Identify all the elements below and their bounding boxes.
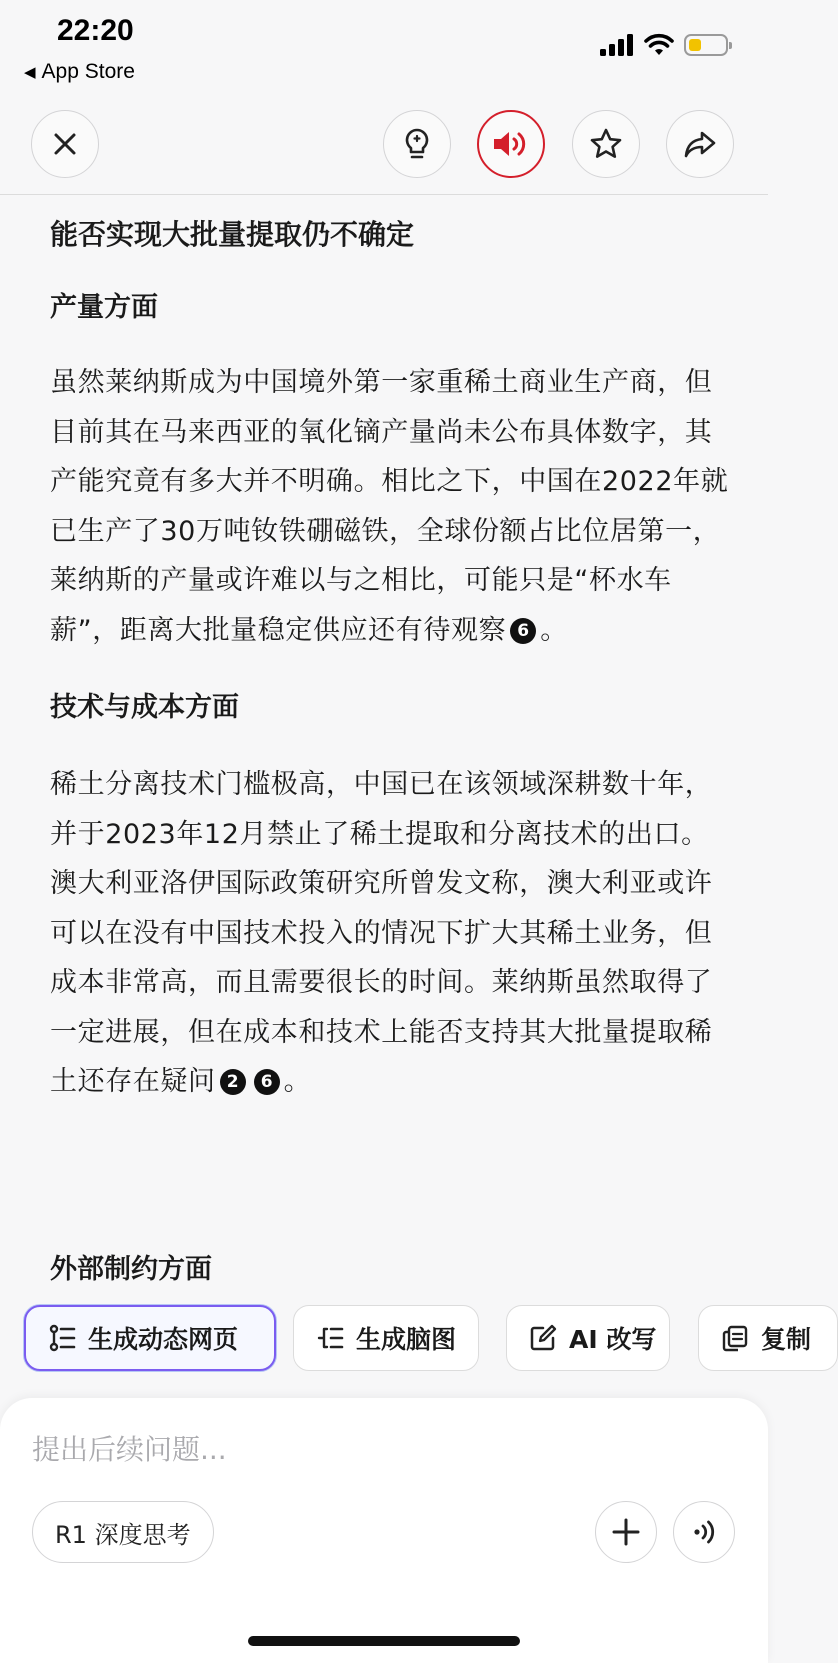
close-icon xyxy=(52,131,78,157)
deep-think-toggle[interactable] xyxy=(32,1501,214,1563)
chip-label: 生成动态网页 xyxy=(88,1325,239,1354)
paragraph-end: 。 xyxy=(540,614,568,646)
star-icon xyxy=(589,127,623,161)
section-heading-external: 外部制约方面 xyxy=(50,1254,212,1285)
paragraph-text: 稀土分离技术门槛极高，中国已在该领域深耕数十年，并于2023年12月禁止了稀土提取和分离技术的出口。澳大利亚洛伊国际政策研究所曾发文称，澳大利亚或许可以在没有中国技术投入的情况下扩大其稀土业务，但成本非常高，而且需要很长的时间。莱纳斯虽然取得了一定进展，但在成本和技术上能否支持其大批量提取稀土还存在疑问 xyxy=(50,769,713,1097)
battery-low-icon xyxy=(684,34,728,56)
copy-chip[interactable] xyxy=(698,1305,838,1371)
generate-mindmap-chip[interactable] xyxy=(293,1305,479,1371)
citation-badge[interactable]: 2 xyxy=(220,1069,246,1095)
section-paragraph-tech-cost xyxy=(50,760,730,1107)
deep-think-label: R1 深度思考 xyxy=(55,1520,191,1549)
close-button[interactable] xyxy=(31,110,99,178)
share-button[interactable] xyxy=(666,110,734,178)
speaker-icon xyxy=(491,128,531,160)
followup-input[interactable]: 提出后续问题... xyxy=(32,1433,227,1466)
mindmap-icon xyxy=(316,1324,344,1352)
bulb-icon xyxy=(401,127,433,161)
read-aloud-button[interactable] xyxy=(477,110,545,178)
plus-icon xyxy=(611,1517,641,1547)
article-body xyxy=(50,200,730,1107)
steps-list-icon xyxy=(48,1324,76,1352)
chip-label: AI 改写 xyxy=(569,1325,657,1354)
back-app-label: App Store xyxy=(41,60,135,83)
citation-badge[interactable]: 6 xyxy=(254,1069,280,1095)
add-attachment-button[interactable] xyxy=(595,1501,657,1563)
back-to-app-store[interactable] xyxy=(24,60,135,84)
article-title: 能否实现大批量提取仍不确定 xyxy=(50,218,415,251)
insight-button[interactable] xyxy=(383,110,451,178)
back-triangle-icon: ◀ xyxy=(24,64,36,81)
copy-icon xyxy=(721,1324,749,1352)
section-heading-output: 产量方面 xyxy=(50,292,158,323)
voice-input-button[interactable] xyxy=(673,1501,735,1563)
favorite-button[interactable] xyxy=(572,110,640,178)
status-time: 22:20 xyxy=(57,14,134,47)
chip-label: 生成脑图 xyxy=(356,1325,457,1354)
cellular-signal-icon xyxy=(600,34,634,56)
generate-webpage-chip[interactable] xyxy=(24,1305,276,1371)
home-indicator[interactable] xyxy=(248,1636,520,1646)
ai-rewrite-chip[interactable] xyxy=(506,1305,670,1371)
paragraph-end: 。 xyxy=(283,1066,312,1097)
voice-wave-icon xyxy=(689,1517,719,1547)
section-paragraph-output xyxy=(50,358,730,655)
section-heading-tech-cost: 技术与成本方面 xyxy=(50,692,239,723)
input-panel xyxy=(0,1398,768,1663)
toolbar-divider xyxy=(0,194,768,195)
edit-icon xyxy=(529,1324,557,1352)
share-icon xyxy=(683,129,717,159)
battery-level xyxy=(689,39,701,51)
action-chips-row xyxy=(24,1303,812,1373)
status-icons xyxy=(600,34,728,56)
paragraph-text: 虽然莱纳斯成为中国境外第一家重稀土商业生产商，但目前其在马来西亚的氧化镝产量尚未公布具体数字，其产能究竟有多大并不明确。相比之下，中国在2022年就已生产了30万吨钕铁硼磁铁，全球份额占比位居第一，莱纳斯的产量或许难以与之相比，可能只是“杯水车薪”，距离大批量稳定供应还有待观察 xyxy=(50,367,729,646)
citation-badge[interactable]: 6 xyxy=(510,618,536,644)
chip-label: 复制 xyxy=(761,1325,812,1354)
wifi-icon xyxy=(644,34,674,56)
battery-nub xyxy=(729,42,732,49)
